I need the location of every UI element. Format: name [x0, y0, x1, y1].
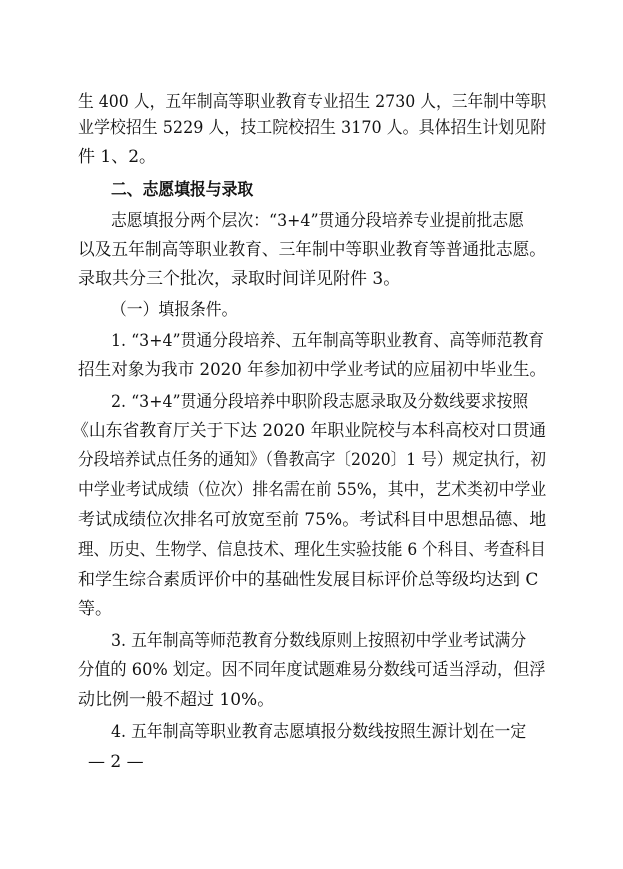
text-line: 招生对象为我市 2020 年参加初中学业考试的应届初中毕业生。 — [78, 360, 547, 380]
text-line: 4. 五年制高等职业教育志愿填报分数线按照生源计划在一定 — [111, 722, 527, 742]
text-line: 考试成绩位次排名可放宽至前 75%。考试科目中思想品德、地 — [78, 510, 547, 530]
text-line: 3. 五年制高等师范教育分数线原则上按照初中学业考试满分 — [111, 631, 527, 651]
text-line: 件 1、2。 — [78, 147, 157, 167]
text-line: 《山东省教育厅关于下达 2020 年职业院校与本科高校对口贯通 — [72, 421, 547, 441]
text-line: 等。 — [78, 599, 112, 619]
text-line: 录取共分三个批次，录取时间详见附件 3。 — [78, 269, 401, 289]
text-line: 理、历史、生物学、信息技术、理化生实验技能 6 个科目、考查科目 — [78, 540, 546, 560]
text-line: 生 400 人，五年制高等职业教育专业招生 2730 人，三年制中等职 — [78, 92, 547, 112]
text-line: 1. “3+4”贯通分段培养、五年制高等职业教育、高等师范教育 — [111, 331, 545, 351]
subsection-heading: （一）填报条件。 — [111, 300, 238, 320]
text-line: 和学生综合素质评价中的基础性发展目标评价总等级均达到 C — [78, 570, 539, 590]
text-line: 中学业考试成绩（位次）排名需在前 55%，其中，艺术类初中学业 — [78, 480, 547, 500]
text-line: 2. “3+4”贯通分段培养中职阶段志愿录取及分数线要求按照 — [111, 392, 529, 412]
text-line: 动比例一般不超过 10%。 — [78, 690, 275, 710]
text-line: 分段培养试点任务的通知》（鲁教高字〔2020〕1 号）规定执行，初 — [78, 450, 546, 470]
text-line: 业学校招生 5229 人，技工院校招生 3170 人。具体招生计划见附 — [78, 118, 547, 138]
text-line: 以及五年制高等职业教育、三年制中等职业教育等普通批志愿。 — [78, 240, 547, 260]
text-line: 志愿填报分两个层次：“3+4”贯通分段培养专业提前批志愿 — [111, 211, 524, 231]
text-line: 分值的 60% 划定。因不同年度试题难易分数线可适当浮动，但浮 — [78, 660, 546, 680]
section-heading: 二、志愿填报与录取 — [111, 180, 254, 200]
page-number: — 2 — — [88, 752, 144, 772]
